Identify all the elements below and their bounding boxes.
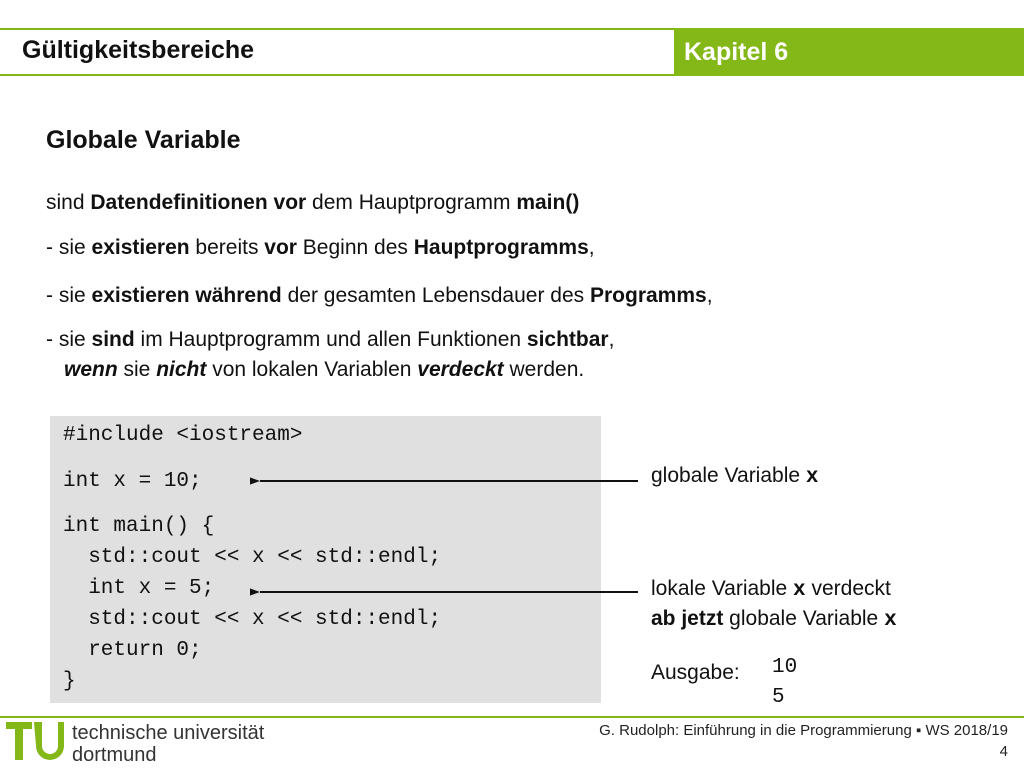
annotation-local-var-2: x: [884, 609, 897, 632]
text-segment: existieren: [91, 236, 190, 259]
text-segment: ,: [706, 284, 713, 307]
text-segment: vor: [264, 236, 297, 259]
text-segment: Programms: [589, 284, 707, 307]
text-line-2: [46, 236, 595, 260]
university-name-line1: technische universität: [72, 722, 265, 744]
slide-title: Gültigkeitsbereiche: [22, 36, 255, 64]
text-segment: von lokalen Variablen: [206, 358, 418, 381]
section-heading: Globale Variable: [46, 126, 241, 154]
text-segment: ,: [588, 236, 595, 259]
output-value-2: 5: [772, 686, 785, 709]
text-segment: - sie: [46, 328, 92, 351]
text-segment: - sie: [46, 284, 92, 307]
text-segment: ,: [608, 328, 615, 351]
code-line-cout-1: std::cout << x << std::endl;: [63, 546, 442, 569]
annotation-local-bold: ab jetzt: [651, 607, 724, 630]
chapter-badge: Kapitel 6: [674, 30, 1024, 74]
text-line-1: [46, 191, 579, 215]
text-segment: sind: [91, 328, 135, 351]
text-segment: - sie: [46, 236, 92, 259]
annotation-local-var: x: [793, 579, 806, 602]
code-line-return: return 0;: [63, 639, 202, 662]
text-segment: verdeckt: [417, 358, 504, 381]
code-line-global-x: int x = 10;: [63, 470, 202, 493]
university-name-line2: dortmund: [72, 744, 157, 766]
code-line-main: int main() {: [63, 515, 215, 538]
text-line-3: [46, 284, 713, 308]
text-segment: sichtbar: [526, 328, 609, 351]
text-segment: sind: [46, 191, 91, 214]
annotation-global-var: x: [805, 466, 819, 489]
code-line-local-x: int x = 5;: [63, 577, 215, 600]
annotation-global: [651, 464, 819, 489]
header-bottom-rule: [0, 74, 1024, 76]
text-segment: im Hauptprogramm und allen Funktionen: [134, 328, 527, 351]
text-segment: Beginn des: [296, 236, 414, 259]
code-line-cout-2: std::cout << x << std::endl;: [63, 608, 442, 631]
output-value-1: 10: [772, 656, 798, 679]
annotation-local-suffix: verdeckt: [805, 577, 891, 600]
code-line-close-brace: }: [63, 670, 76, 693]
text-segment: wenn: [64, 358, 118, 381]
text-segment: main(): [516, 191, 580, 214]
text-segment: werden.: [503, 358, 585, 381]
text-segment: dem Hauptprogramm: [306, 191, 517, 214]
annotation-local-1: [651, 577, 891, 602]
text-segment: Hauptprogramms: [413, 236, 589, 259]
text-line-4: [46, 328, 614, 352]
text-line-5: [64, 358, 584, 382]
page-number: 4: [999, 743, 1008, 760]
annotation-global-label: globale Variable: [651, 464, 806, 487]
text-segment: bereits: [189, 236, 265, 259]
annotation-local-label: lokale Variable: [651, 577, 794, 600]
tu-logo-icon: [4, 718, 68, 764]
text-segment: existieren während: [91, 284, 282, 307]
annotation-local-2: [651, 607, 897, 632]
code-line-include: #include <iostream>: [63, 424, 303, 447]
text-segment: nicht: [156, 358, 207, 381]
annotation-local-text: globale Variable: [723, 607, 885, 630]
footer-rule: [0, 716, 1024, 718]
annotation-arrows: [250, 470, 650, 610]
text-segment: der gesamten Lebensdauer des: [281, 284, 590, 307]
output-label: Ausgabe:: [651, 661, 740, 684]
footer-credit: G. Rudolph: Einführung in die Programmierung ▪ WS 2018/19: [599, 722, 1008, 739]
text-segment: Datendefinitionen vor: [90, 191, 307, 214]
text-segment: sie: [117, 358, 157, 381]
